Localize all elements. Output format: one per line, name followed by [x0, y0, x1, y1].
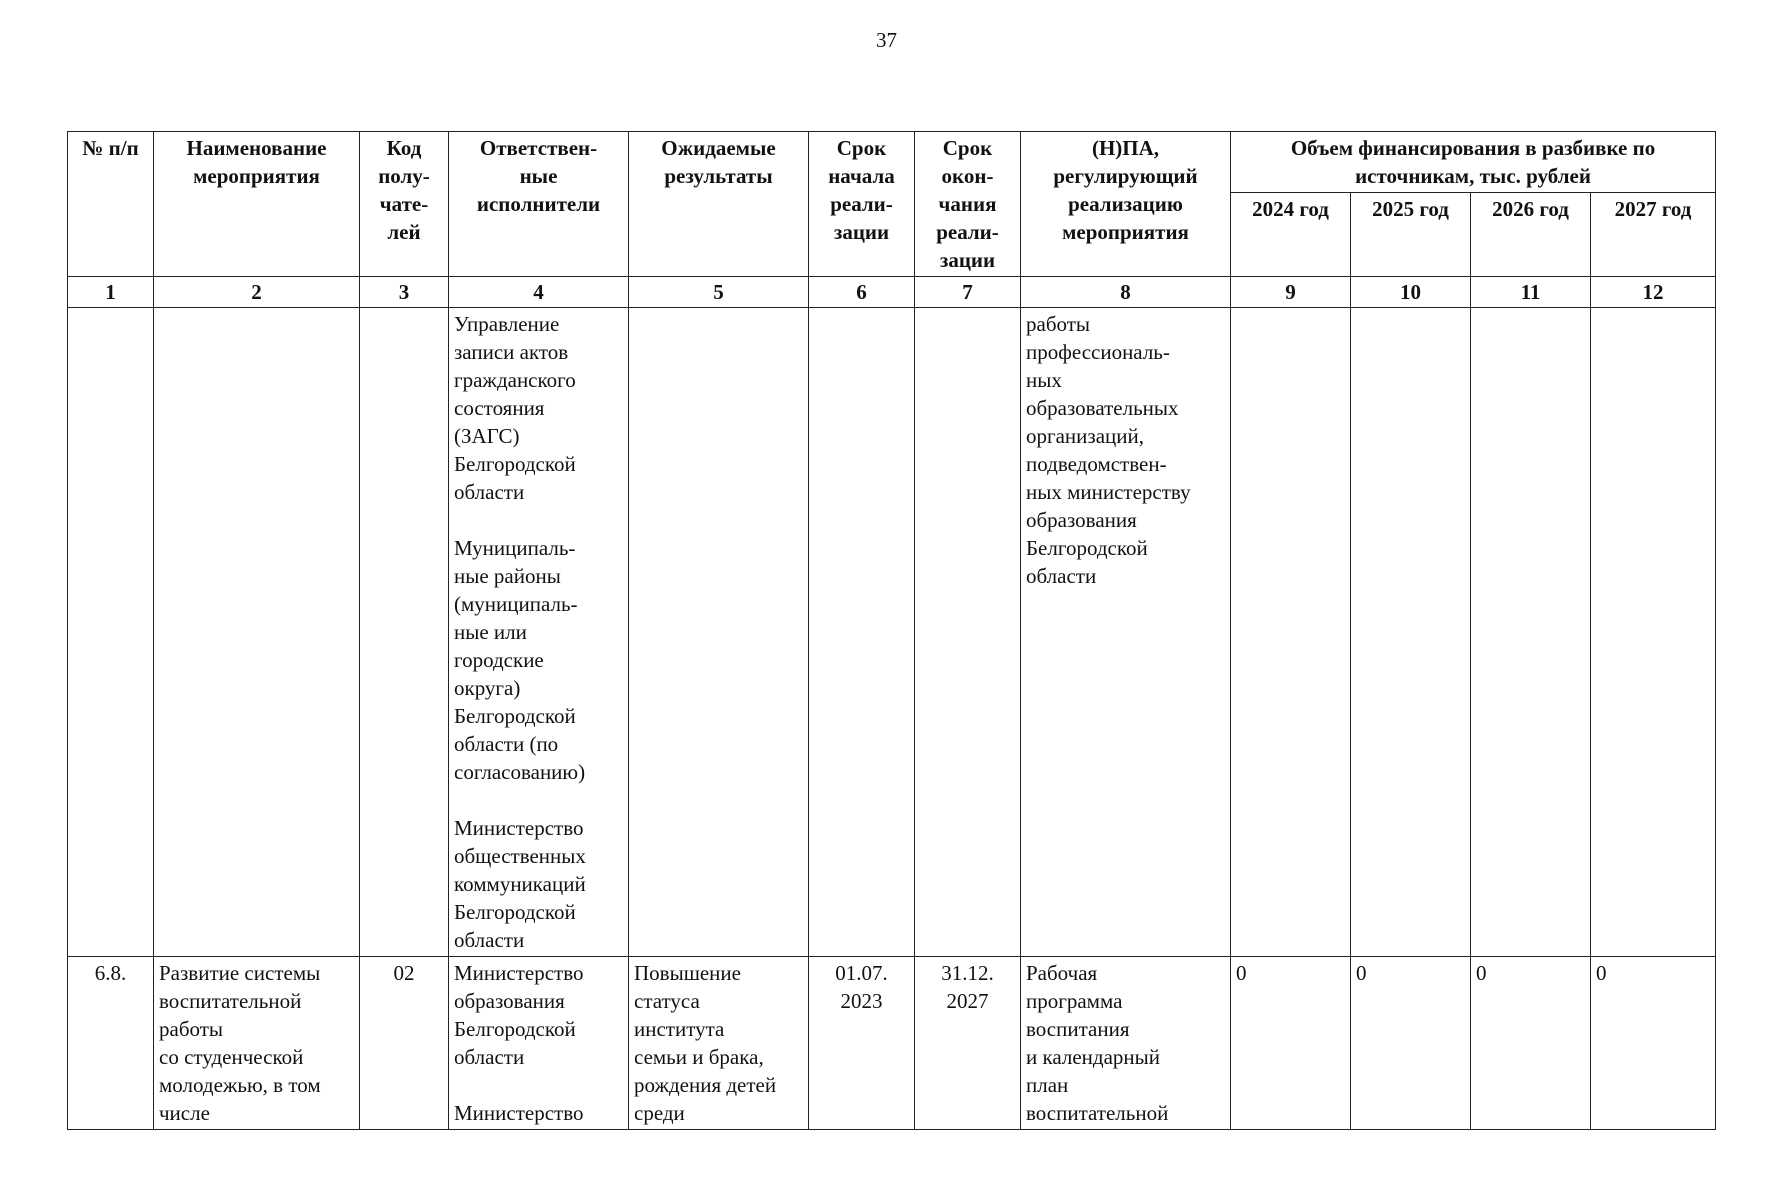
cell-results: Повышение статуса института семьи и брака, рождения детей среди — [629, 957, 809, 1130]
column-number: 10 — [1351, 277, 1471, 308]
header-code: Код полу- чате- лей — [360, 132, 449, 277]
cell-code: 02 — [360, 957, 449, 1130]
cell-responsible: Управление записи актов гражданского состояния (ЗАГС) Белгородской области Муниципаль- ные районы (муниципаль- ные или городские округа) Белгородской области (по согласованию) Министерство общественных коммуникаций Белгородской области — [449, 308, 629, 957]
cell-npa: Рабочая программа воспитания и календарный план воспитательной — [1021, 957, 1231, 1130]
header-start: Срок начала реали- зации — [809, 132, 915, 277]
header-responsible: Ответствен- ные исполнители — [449, 132, 629, 277]
column-number: 1 — [68, 277, 154, 308]
header-year-2026: 2026 год — [1471, 193, 1591, 277]
header-num: № п/п — [68, 132, 154, 277]
header-results: Ожидаемые результаты — [629, 132, 809, 277]
cell-results — [629, 308, 809, 957]
cell-2027 — [1591, 308, 1716, 957]
table-row-continuation — [68, 308, 1716, 957]
header-name: Наименование мероприятия — [154, 132, 360, 277]
column-number: 4 — [449, 277, 629, 308]
cell-num: 6.8. — [68, 957, 154, 1130]
cell-start — [809, 308, 915, 957]
header-end: Срок окон- чания реали- зации — [915, 132, 1021, 277]
cell-2025: 0 — [1351, 957, 1471, 1130]
column-number: 12 — [1591, 277, 1716, 308]
cell-2026: 0 — [1471, 957, 1591, 1130]
header-year-2025: 2025 год — [1351, 193, 1471, 277]
cell-name: Развитие системы воспитательной работы со студенческой молодежью, в том числе — [154, 957, 360, 1130]
header-year-2024: 2024 год — [1231, 193, 1351, 277]
column-number: 11 — [1471, 277, 1591, 308]
table-row-6-8 — [68, 957, 1716, 1130]
cell-2026 — [1471, 308, 1591, 957]
cell-name — [154, 308, 360, 957]
cell-2024: 0 — [1231, 957, 1351, 1130]
column-number: 7 — [915, 277, 1021, 308]
header-year-2027: 2027 год — [1591, 193, 1716, 277]
column-number: 8 — [1021, 277, 1231, 308]
column-number: 2 — [154, 277, 360, 308]
column-number: 5 — [629, 277, 809, 308]
plan-table — [67, 131, 1716, 1130]
cell-npa: работы профессиональ- ных образовательных организаций, подведомствен- ных министерству образования Белгородской области — [1021, 308, 1231, 957]
cell-2025 — [1351, 308, 1471, 957]
cell-responsible: Министерство образования Белгородской области Министерство — [449, 957, 629, 1130]
header-financing: Объем финансирования в разбивке по источникам, тыс. рублей — [1231, 132, 1716, 193]
cell-num — [68, 308, 154, 957]
cell-2024 — [1231, 308, 1351, 957]
cell-end: 31.12. 2027 — [915, 957, 1021, 1130]
column-number: 6 — [809, 277, 915, 308]
header-npa: (Н)ПА, регулирующий реализацию мероприятия — [1021, 132, 1231, 277]
column-numbers-row — [68, 277, 1716, 308]
header-row — [68, 132, 1716, 193]
column-number: 3 — [360, 277, 449, 308]
cell-end — [915, 308, 1021, 957]
cell-2027: 0 — [1591, 957, 1716, 1130]
cell-start: 01.07. 2023 — [809, 957, 915, 1130]
cell-code — [360, 308, 449, 957]
column-number: 9 — [1231, 277, 1351, 308]
page-number: 37 — [876, 28, 897, 52]
